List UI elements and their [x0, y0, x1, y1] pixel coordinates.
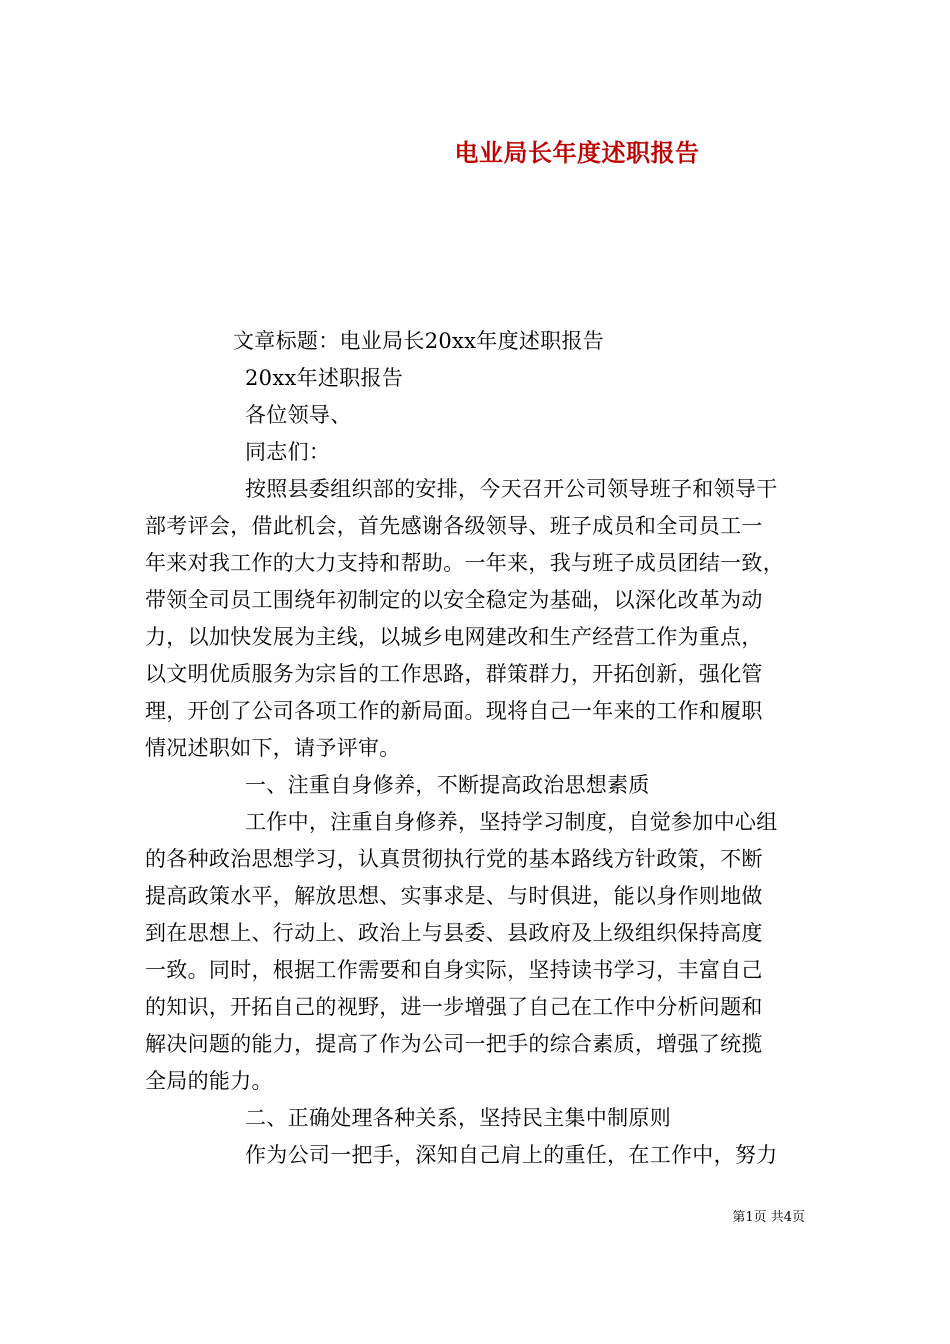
document-title: 电业局长年度述职报告 [454, 139, 700, 167]
body-line: 以文明优质服务为宗旨的工作思路，群策群力，开拓创新，强化管 [145, 662, 763, 686]
body-line: 到在思想上、行动上、政治上与县委、县政府及上级组织保持高度 [145, 921, 763, 945]
body-line: 工作中，注重自身修养，坚持学习制度，自觉参加中心组 [245, 810, 778, 834]
body-line: 理，开创了公司各项工作的新局面。现将自己一年来的工作和履职 [145, 699, 763, 723]
body-line: 按照县委组织部的安排，今天召开公司领导班子和领导干 [245, 477, 778, 501]
salutation-line-1: 各位领导、 [245, 403, 352, 427]
body-line: 一致。同时，根据工作需要和自身实际，坚持读书学习，丰富自己 [145, 958, 763, 982]
body-line: 情况述职如下，请予评审。 [145, 736, 401, 760]
body-line: 部考评会，借此机会，首先感谢各级领导、班子成员和全司员工一 [145, 514, 763, 538]
body-line: 提高政策水平，解放思想、实事求是、与时俱进，能以身作则地做 [145, 884, 763, 908]
body-line: 解决问题的能力，提高了作为公司一把手的综合素质，增强了统揽 [145, 1032, 763, 1056]
body-line: 带领全司员工围绕年初制定的以安全稳定为基础，以深化改革为动 [145, 588, 763, 612]
body-line: 作为公司一把手，深知自己肩上的重任，在工作中，努力 [245, 1143, 778, 1167]
body-line: 全局的能力。 [145, 1069, 273, 1093]
body-line: 的各种政治思想学习，认真贯彻执行党的基本路线方针政策，不断 [145, 847, 763, 871]
section-heading: 一、注重自身修养，不断提高政治思想素质 [245, 773, 650, 797]
section-heading: 二、正确处理各种关系，坚持民主集中制原则 [245, 1106, 671, 1130]
body-line: 的知识，开拓自己的视野，进一步增强了自己在工作中分析问题和 [145, 995, 763, 1019]
body-line: 年来对我工作的大力支持和帮助。一年来，我与班子成员团结一致， [145, 551, 784, 575]
body-line: 力，以加快发展为主线，以城乡电网建改和生产经营工作为重点， [145, 625, 763, 649]
article-title-line: 文章标题：电业局长20xx年度述职报告 [233, 329, 605, 353]
page-number-footer: 第1页 共4页 [732, 1210, 805, 1225]
report-subtitle-line: 20xx年述职报告 [245, 366, 404, 390]
salutation-line-2: 同志们： [245, 440, 331, 464]
